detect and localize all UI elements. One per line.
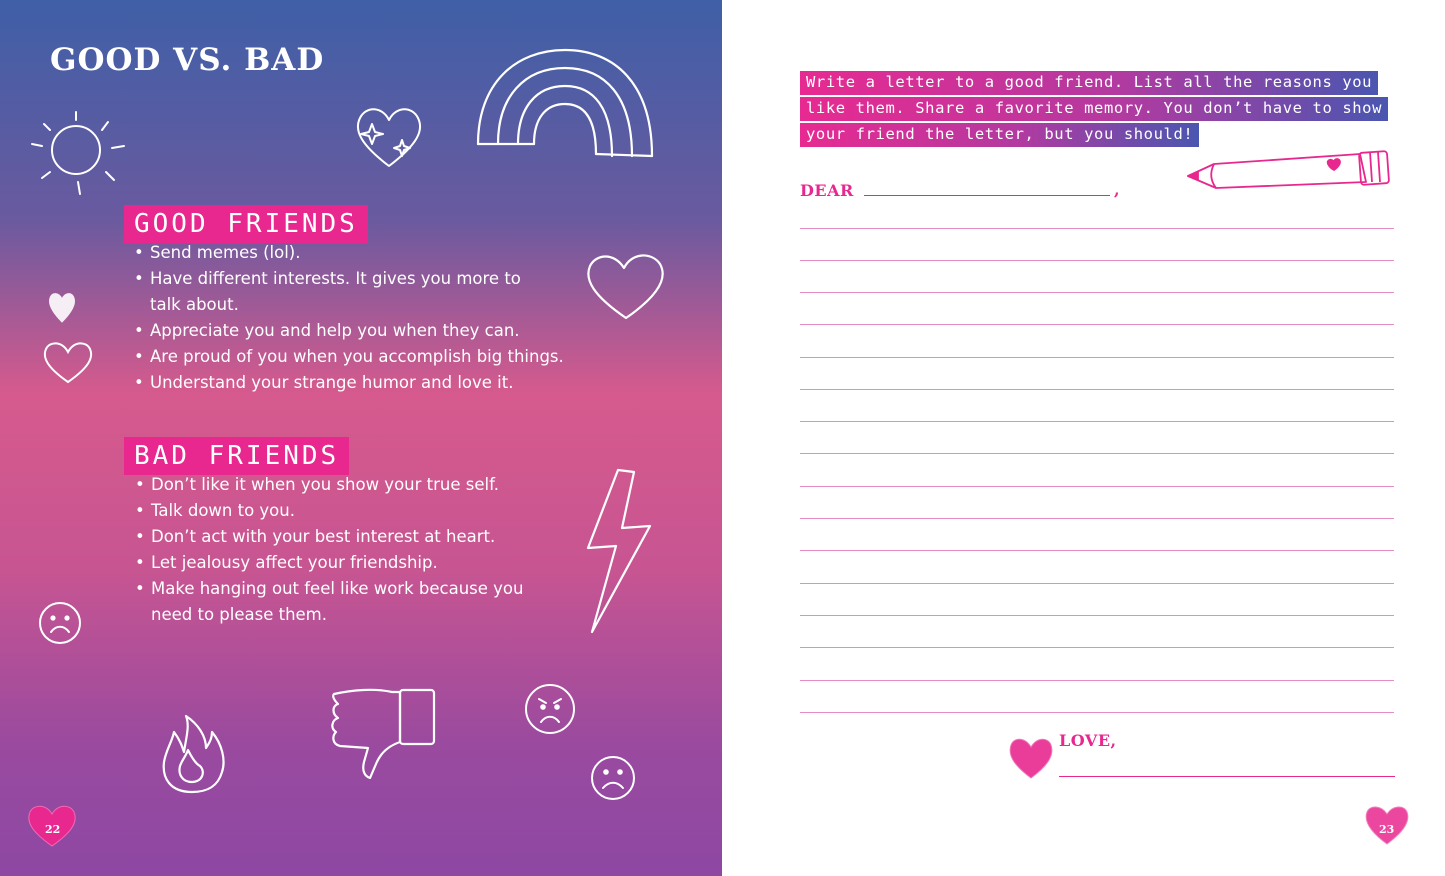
writing-line[interactable] xyxy=(800,518,1394,519)
writing-line[interactable] xyxy=(800,550,1394,551)
writing-line[interactable] xyxy=(800,228,1394,229)
small-heart-icon xyxy=(46,290,78,324)
salutation-label: DEAR xyxy=(800,181,854,200)
list-item: • Make hanging out feel like work because you need to please them. xyxy=(133,576,543,628)
list-item: • Send memes (lol). xyxy=(132,240,582,266)
pencil-icon xyxy=(1184,146,1396,196)
lightning-bolt-icon xyxy=(582,466,656,638)
writing-line[interactable] xyxy=(800,680,1394,681)
angry-face-icon xyxy=(522,682,578,736)
scribble-heart-icon xyxy=(1006,734,1056,782)
writing-line[interactable] xyxy=(800,260,1394,261)
sparkle-heart-icon xyxy=(350,100,428,174)
prompt-text xyxy=(800,69,1400,147)
writing-line[interactable] xyxy=(800,292,1394,293)
writing-line[interactable] xyxy=(800,647,1394,648)
right-page xyxy=(722,0,1445,876)
heart-outline-icon xyxy=(40,338,96,386)
closing-label: LOVE, xyxy=(1059,731,1117,750)
good-friends-list xyxy=(132,240,582,396)
bad-friends-list xyxy=(133,472,553,628)
list-item: • Don’t act with your best interest at heart. xyxy=(133,524,553,550)
recipient-name-line[interactable] xyxy=(864,195,1110,196)
writing-line[interactable] xyxy=(800,421,1394,422)
sad-face-icon xyxy=(588,754,638,802)
sad-face-icon xyxy=(36,600,84,646)
page-number: 23 xyxy=(1379,823,1395,836)
page-number: 22 xyxy=(45,823,61,836)
page-title: GOOD VS. BAD xyxy=(50,42,325,78)
list-item: • Understand your strange humor and love it. xyxy=(132,370,582,396)
rainbow-icon xyxy=(470,44,660,164)
list-item: • Let jealousy affect your friendship. xyxy=(133,550,553,576)
writing-line[interactable] xyxy=(800,486,1394,487)
thumbs-down-icon xyxy=(328,684,440,784)
writing-line[interactable] xyxy=(800,389,1394,390)
writing-line[interactable] xyxy=(800,357,1394,358)
sun-icon xyxy=(28,108,128,200)
writing-line[interactable] xyxy=(800,453,1394,454)
good-friends-heading: GOOD FRIENDS xyxy=(124,205,368,243)
left-page xyxy=(0,0,722,876)
salutation-comma: , xyxy=(1114,180,1120,199)
writing-line[interactable] xyxy=(800,583,1394,584)
list-item: • Are proud of you when you accomplish big things. xyxy=(132,344,582,370)
prompt-highlight: Write a letter to a good friend. List all the reasons you like them. Share a favorite memory. You don’t have to show your friend the letter, but you should! xyxy=(800,71,1388,147)
list-item: • Have different interests. It gives you more to talk about. xyxy=(132,266,542,318)
flame-icon xyxy=(156,712,230,798)
writing-line[interactable] xyxy=(800,615,1394,616)
bad-friends-heading: BAD FRIENDS xyxy=(124,437,349,475)
writing-line[interactable] xyxy=(800,712,1394,713)
heart-outline-icon xyxy=(580,248,668,324)
list-item: • Don’t like it when you show your true self. xyxy=(133,472,553,498)
writing-line[interactable] xyxy=(800,324,1394,325)
list-item: • Talk down to you. xyxy=(133,498,553,524)
signature-line[interactable] xyxy=(1059,776,1395,777)
list-item: • Appreciate you and help you when they can. xyxy=(132,318,582,344)
